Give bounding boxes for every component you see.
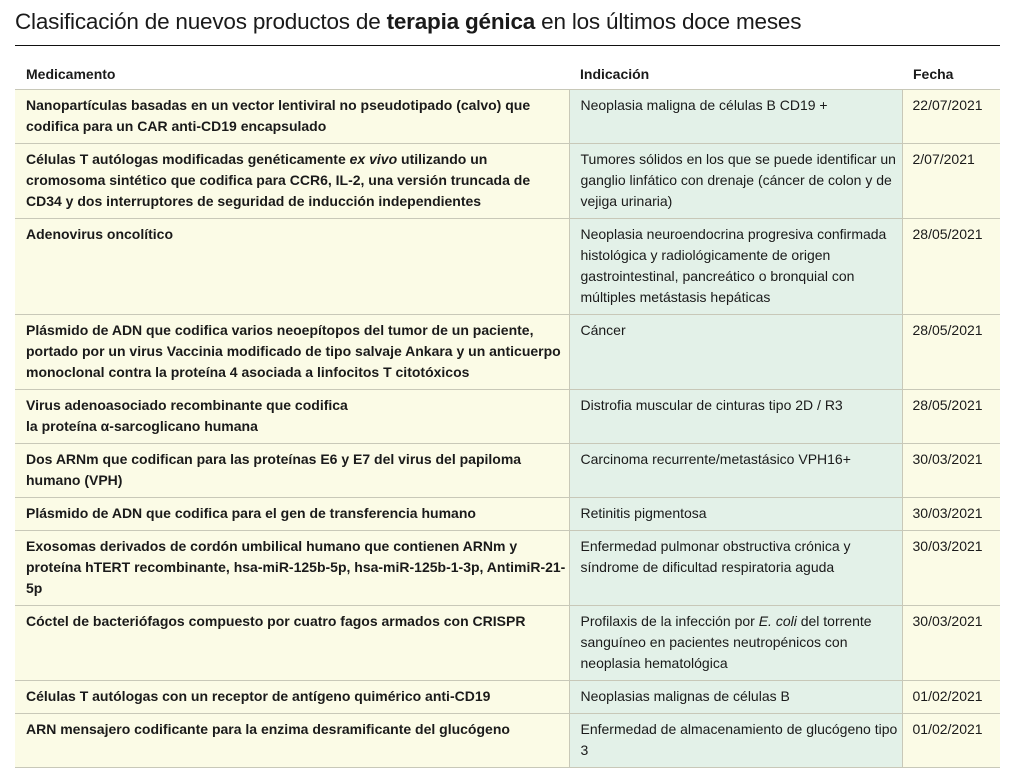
table-row [15,444,1000,498]
text-line: la proteína α-sarcoglicano humana [26,418,258,434]
cell-fecha: 01/02/2021 [902,681,1000,714]
table-row [15,219,1000,315]
cell-medicamento: Plásmido de ADN que codifica varios neoepítopos del tumor de un paciente, portado por un virus Vaccinia modificado de tipo salvaje Ankara y un anticuerpo monoclonal contra la proteína 4 asociada a linfocitos T citotóxicos [15,315,569,390]
cell-medicamento: Células T autólogas con un receptor de antígeno quimérico anti-CD19 [15,681,569,714]
cell-medicamento: Plásmido de ADN que codifica para el gen de transferencia humano [15,498,569,531]
page-title [15,9,801,35]
title-rule [15,45,1000,46]
cell-indicacion: Retinitis pigmentosa [569,498,902,531]
text-line: Virus adenoasociado recombinante que codifica [26,397,348,413]
cell-indicacion: Enfermedad de almacenamiento de glucógeno tipo 3 [569,714,902,768]
cell-fecha: 28/05/2021 [902,390,1000,444]
cell-indicacion: Distrofia muscular de cinturas tipo 2D / R3 [569,390,902,444]
cell-medicamento [15,144,569,219]
cell-medicamento [15,390,569,444]
table-row [15,498,1000,531]
title-prefix: Clasificación de nuevos productos de [15,9,387,34]
cell-fecha: 30/03/2021 [902,531,1000,606]
text-italic: E. coli [758,613,797,629]
cell-indicacion: Neoplasia neuroendocrina progresiva confirmada histológica y radiológicamente de origen gastrointestinal, pancreático o bronquial con múltiples metástasis hepáticas [569,219,902,315]
cell-indicacion: Carcinoma recurrente/metastásico VPH16+ [569,444,902,498]
text-italic: ex vivo [349,151,398,167]
table-row [15,714,1000,768]
cell-fecha: 30/03/2021 [902,606,1000,681]
cell-fecha: 22/07/2021 [902,90,1000,144]
table-header-row [15,59,1000,90]
table-row [15,606,1000,681]
table-row [15,681,1000,714]
table-row [15,531,1000,606]
cell-medicamento: Dos ARNm que codifican para las proteínas E6 y E7 del virus del papiloma humano (VPH) [15,444,569,498]
cell-indicacion: Neoplasias malignas de células B [569,681,902,714]
cell-indicacion: Tumores sólidos en los que se puede identificar un ganglio linfático con drenaje (cáncer de colon y de vejiga urinaria) [569,144,902,219]
cell-medicamento: Nanopartículas basadas en un vector lentiviral no pseudotipado (calvo) que codifica para un CAR anti-CD19 encapsulado [15,90,569,144]
text-part: del torrente sanguíneo en pacientes neutropénicos con neoplasia hematológica [580,613,872,671]
header-indicacion: Indicación [569,59,902,90]
cell-medicamento: ARN mensajero codificante para la enzima desramificante del glucógeno [15,714,569,768]
cell-indicacion: Cáncer [569,315,902,390]
cell-indicacion [569,606,902,681]
header-fecha: Fecha [902,59,1000,90]
text-part: Células T autólogas modificadas genéticamente [26,151,350,167]
cell-fecha: 30/03/2021 [902,444,1000,498]
cell-fecha: 01/02/2021 [902,714,1000,768]
table-row [15,144,1000,219]
cell-fecha: 2/07/2021 [902,144,1000,219]
table-row [15,390,1000,444]
table-row [15,90,1000,144]
title-bold: terapia génica [386,9,536,34]
table-row [15,315,1000,390]
text-part: Profilaxis de la infección por [580,613,759,629]
cell-medicamento: Exosomas derivados de cordón umbilical humano que contienen ARNm y proteína hTERT recombinante, hsa-miR-125b-5p, hsa-miR-125b-1-3p, AntimiR-21-5p [15,531,569,606]
cell-indicacion: Neoplasia maligna de células B CD19 + [569,90,902,144]
text-part: utilizando un cromosoma sintético que codifica para CCR6, IL-2, una versión truncada de CD34 y dos interruptores de seguridad de inducción independientes [26,151,531,209]
cell-fecha: 28/05/2021 [902,315,1000,390]
cell-medicamento: Cóctel de bacteriófagos compuesto por cuatro fagos armados con CRISPR [15,606,569,681]
header-medicamento: Medicamento [15,59,569,90]
products-table [15,59,1000,768]
cell-fecha: 28/05/2021 [902,219,1000,315]
title-suffix: en los últimos doce meses [535,9,802,34]
cell-medicamento: Adenovirus oncolítico [15,219,569,315]
cell-indicacion: Enfermedad pulmonar obstructiva crónica y síndrome de dificultad respiratoria aguda [569,531,902,606]
cell-fecha: 30/03/2021 [902,498,1000,531]
